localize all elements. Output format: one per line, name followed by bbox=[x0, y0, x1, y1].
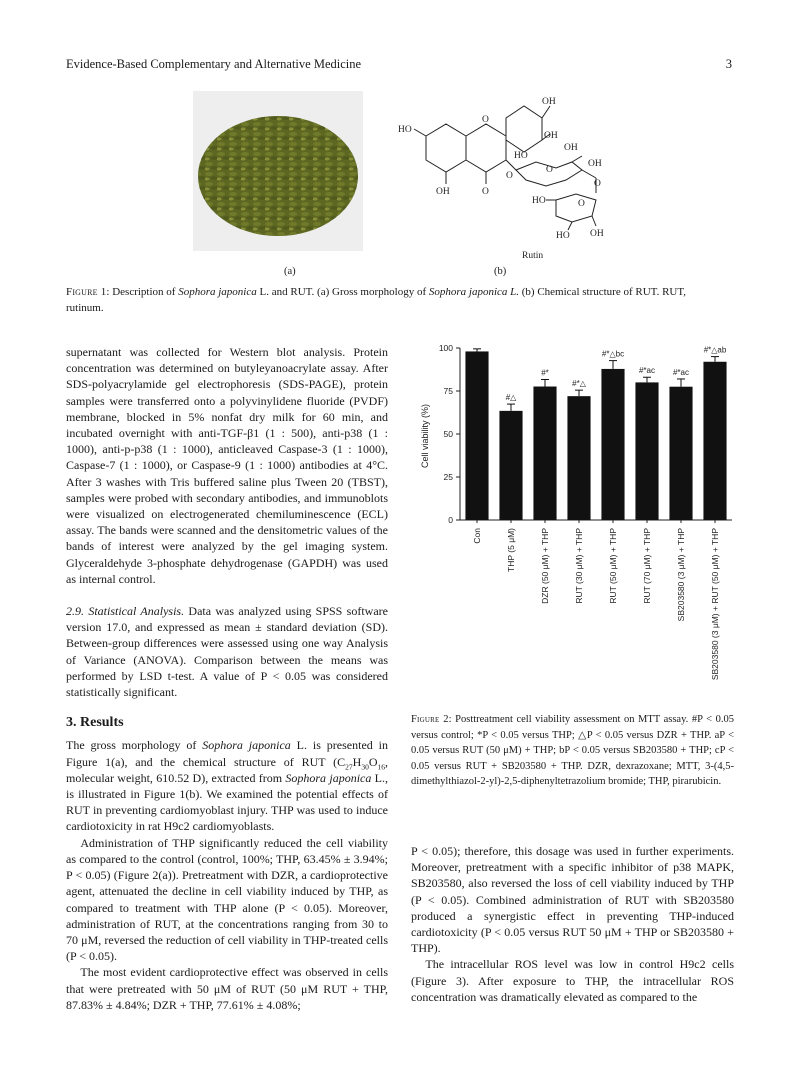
significance-annotation: #*ac bbox=[638, 366, 656, 376]
bar bbox=[601, 369, 624, 520]
left-column bbox=[66, 344, 388, 1013]
x-tick-label: SB203580 (3 μM) + THP bbox=[676, 528, 686, 622]
struct-o-keto: O bbox=[482, 187, 489, 197]
struct-sugar-o2: O bbox=[594, 179, 601, 189]
results-paragraph-2: Administration of THP significantly reduced the cell viability as compared to the control (control, 100%; THP, 63.45% ± 3.94%; P < 0.05) (Figure 2(a)). Pretreatment with DZR, a cardioprotective agent, attenuated the decline in cell viability induced by THP, as compared to treatment with THP alone (P < 0.05). Moreover, administration of RUT, at the concentrations ranging from 30 to 70 μM, reversed the reduction of cell viability in THP-treated cells (P < 0.05). bbox=[66, 835, 388, 964]
y-tick-label: 25 bbox=[443, 472, 453, 482]
statistics-paragraph: 2.9. Statistical Analysis. Data was analyzed using SPSS software version 17.0, and expressed as mean ± standard deviation (SD). Between-group differences were assessed using one way Analysis of Variance (ANOVA). Comparison between the means was performed by LSD t-test. A value of P < 0.05 was considered statistically significant. bbox=[66, 604, 388, 700]
bar bbox=[465, 351, 488, 520]
statistics-subheading: 2.9. Statistical Analysis. bbox=[66, 604, 185, 619]
results-heading: 3. Results bbox=[66, 715, 124, 731]
sophora-japonica-photo bbox=[193, 91, 363, 251]
x-tick-label: RUT (50 μM) + THP bbox=[608, 528, 618, 604]
struct-sugar-oh1: OH bbox=[564, 143, 578, 153]
struct-oh-top: OH bbox=[542, 97, 556, 107]
x-tick-label: THP (5 μM) bbox=[506, 528, 516, 572]
struct-o-ring: O bbox=[482, 115, 489, 125]
significance-annotation: #△ bbox=[505, 393, 517, 403]
struct-sugar-oh2: OH bbox=[588, 159, 602, 169]
struct-sugar-o: O bbox=[546, 165, 553, 175]
fig1-label-a: (a) bbox=[284, 266, 296, 277]
fig1-label-b: (b) bbox=[494, 266, 507, 277]
struct-oh-right: OH bbox=[544, 131, 558, 141]
journal-title: Evidence-Based Complementary and Alternative Medicine bbox=[66, 57, 362, 71]
cell-viability-chart bbox=[410, 338, 740, 708]
fig2-caption-label: Figure 2 bbox=[411, 714, 449, 725]
page-number: 3 bbox=[725, 57, 732, 71]
significance-annotation: #*△ab bbox=[703, 345, 727, 355]
struct-o-link: O bbox=[506, 171, 513, 181]
compound-name: Rutin bbox=[522, 251, 544, 261]
results-paragraph-1: The gross morphology of Sophora japonica L. is presented in Figure 1(a), and the chemical structure of RUT ($C_{27}H_{30}O_{16}$, molecular weight, 610.52 D), extracted from Sophora japonica L., is illustrated in Figure 1(b). We examined the potential effects of RUT in preventing cardiomyoblast injury. THP was used to induce cardiotoxicity in rat H9c2 cardiomyoblasts. bbox=[66, 738, 388, 834]
methods-paragraph: supernatant was collected for Western blot analysis. Protein concentration was determined on butyleyanoacrylate assay. After SDS-polyacrylamide gel electrophoresis (SDS-PAGE), protein samples were transferred onto a polyvinylidene fluoride (PVDF) membrane, blocked in 5% nonfat dry milk for 60 min, and incubated overnight with anti-TGF-β1 (1 : 500), anti-p38 (1 : 1000), anti-p-p38 (1 : 1000), anticleaved Caspase-3 (1 : 1000), Caspase-7 (1 : 1000), or Caspase-9 (1 : 1000) antibodies at 4°C. After 3 washes with Tris buffered saline plus Tween 20 (TBST), samples were probed with secondary antibodies, and immunoblots were visualized on electrogenerated chemiluminescence (ECL) assay. The bands were scanned and the densitometric values of the bands of interest were analyzed by the gel imaging system. Glyceraldehyde 3-phosphate dehydrogenase (GAPDH) was used as internal control. bbox=[66, 345, 388, 586]
x-tick-label: RUT (70 μM) + THP bbox=[642, 528, 652, 604]
bar bbox=[669, 387, 692, 520]
struct-sugar-ho: HO bbox=[514, 151, 528, 161]
significance-annotation: #*△ bbox=[572, 379, 586, 389]
results-paragraph-3: The most evident cardioprotective effect was observed in cells that were pretreated with 50 μM of RUT (50 μM RUT + THP, 87.83% ± 4.84%; DZR + THP, 77.61% ± 4.08%; bbox=[66, 965, 388, 1012]
struct-ho-left: HO bbox=[398, 125, 412, 135]
x-tick-label: DZR (50 μM) + THP bbox=[540, 528, 550, 604]
bar bbox=[567, 396, 590, 520]
y-tick-label: 0 bbox=[448, 515, 453, 525]
struct-rham-o: O bbox=[578, 199, 585, 209]
bar bbox=[499, 411, 522, 520]
bar bbox=[635, 382, 658, 520]
right-column bbox=[411, 843, 734, 1005]
significance-annotation: #*ac bbox=[672, 367, 690, 377]
x-tick-label: Con bbox=[472, 528, 482, 544]
y-tick-label: 75 bbox=[443, 386, 453, 396]
bar bbox=[533, 387, 556, 520]
fig1-caption-label: Figure 1 bbox=[66, 286, 107, 298]
y-axis-label: Cell viability (%) bbox=[420, 403, 430, 469]
significance-annotation: #* bbox=[541, 368, 549, 378]
y-tick-label: 100 bbox=[438, 343, 453, 353]
figure2-caption: Figure 2: Posttreatment cell viability assessment on MTT assay. #P < 0.05 versus control; *P < 0.05 versus THP; △P < 0.05 versus DZR + THP. aP < 0.05 versus RUT (50 μM) + THP; bP < 0.05 versus SB203580 + THP; cP < 0.05 versus RUT + SB203580 + THP. DZR, dexrazoxane; MTT, 3-(4,5-dimethylthiazol-2-yl)-2,5-diphenyltetrazolium bromide; THP, pirarubicin. bbox=[411, 714, 734, 787]
figure1-caption: Figure 1: Description of Sophora japonica L. and RUT. (a) Gross morphology of Sophora japonica L. (b) Chemical structure of RUT. RUT, rutinum. bbox=[66, 286, 687, 314]
right-paragraph-1: P < 0.05); therefore, this dosage was used in further experiments. Moreover, pretreatment with a specific inhibitor of p38 MAPK, SB203580, also reversed the loss of cell viability induced by THP (P < 0.05). Combined administration of RUT with SB203580 produced a synergistic effect in preventing THP-induced cardiotoxicity (P < 0.05 versus RUT 50 μM + THP or SB203580 + THP). bbox=[411, 844, 734, 956]
y-tick-label: 50 bbox=[443, 429, 453, 439]
x-tick-label: RUT (30 μM) + THP bbox=[574, 528, 584, 604]
bar bbox=[703, 362, 726, 520]
struct-rham-oh: OH bbox=[590, 229, 604, 239]
struct-rham-ho: HO bbox=[532, 196, 546, 206]
struct-rham-ho2: HO bbox=[556, 231, 570, 241]
rutin-structure bbox=[396, 88, 606, 268]
x-tick-label: SB203580 (3 μM) + RUT (50 μM) + THP bbox=[710, 528, 720, 681]
right-paragraph-2: The intracellular ROS level was low in control H9c2 cells (Figure 3). After exposure to THP, the intracellular ROS concentration was dramatically elevated as compared to the bbox=[411, 957, 734, 1004]
struct-oh-bottom: OH bbox=[436, 187, 450, 197]
significance-annotation: #*△bc bbox=[601, 349, 625, 359]
